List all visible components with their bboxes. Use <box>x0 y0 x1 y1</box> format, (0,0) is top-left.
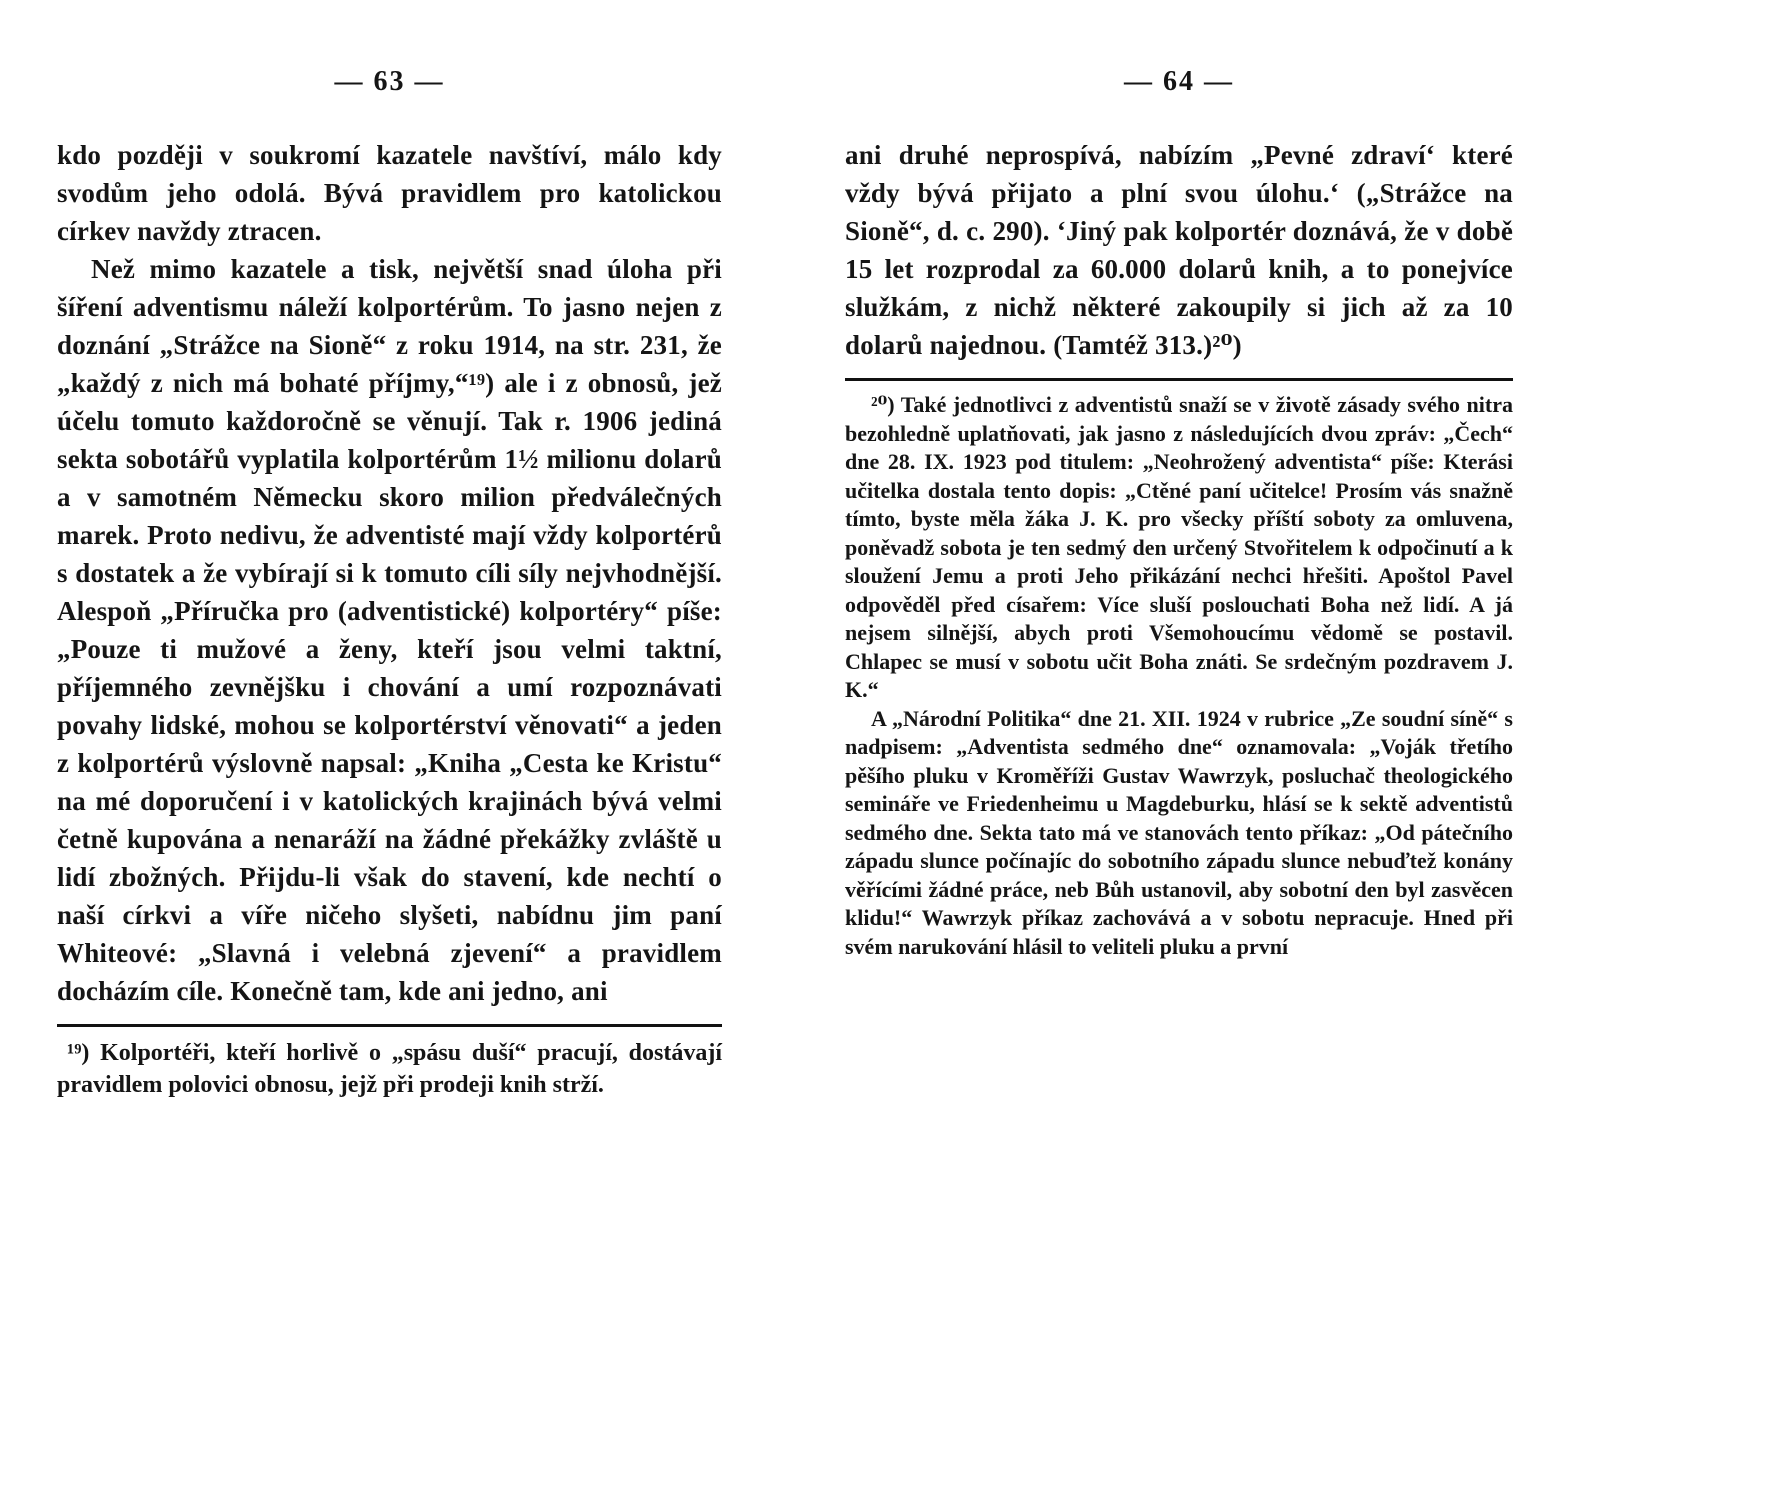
page-number-right: — 64 — <box>1124 66 1234 97</box>
body-paragraph: Než mimo kazatele a tisk, největší snad úloha při šíření adventismu náleží kolportérům. To jasno nejen z doznání „Strážce na Sioně“ z roku 1914, na str. 231, že „každý z nich má bohaté příjmy,“¹⁹) ale i z obnosů, jež účelu tomuto každoročně se věnují. Tak r. 1906 jediná sekta sobotářů vyplatila kolportérům 1½ milionu dolarů a v samotném Německu skoro milion předválečných marek. Proto nedivu, že adventisté mají vždy kolportérů s dostatek a že vybírají si k tomuto cíli síly nejvhodnější. Alespoň „Příručka pro (adventistické) kolportéry“ píše: „Pouze ti mužové a ženy, kteří jsou velmi taktní, příjemného zevnějšku i chování a umí rozpoznávati povahy lidské, mohou se kolportérství věnovati“ a jeden z kolportérů výslovně napsal: „Kniha „Cesta ke Kristu“ na mé doporučení i v katolických krajinách bývá velmi četně kupována a nenaráží na žádné překážky zvláště u lidí zbožných. Přijdu-li však do stavení, kde nechtí o naší církvi a víře ničeho slyšeti, nabídnu jim paní Whiteové: „Slavná i velebná zjevení“ a pravidlem docházím cíle. Konečně tam, kde ani jedno, ani <box>57 254 722 1006</box>
page-63-footnotes <box>57 1037 722 1101</box>
footnote-paragraph: A „Národní Politika“ dne 21. XII. 1924 v rubrice „Ze soudní síně“ s nadpisem: „Adventista sedmého dne“ oznamovala: „Voják třetího pěšího pluku v Kroměříži Gustav Wawrzyk, posluchač theologického semináře ve Friedenheimu u Magdeburku, hlásí se k sektě adventistů sedmého dne. Sekta tato má ve stanovách tento příkaz: „Od pátečního západu slunce počínajíc do sobotního západu slunce nebuďtež konány věřícími žádné práce, neb Bůh ustanovil, aby sobotní den byl zasvěcen klidu!“ Wawrzyk příkaz zachovává a v sobotu nepracuje. Hned při svém narukování hlásil to veliteli pluku a první <box>845 705 1513 959</box>
page-64 <box>845 0 1513 961</box>
footnote-divider <box>845 378 1513 381</box>
body-paragraph: ani druhé neprospívá, nabízím „Pevné zdraví‘ které vždy bývá přijato a plní svou úlohu.‘ („Strážce na Sioně“, d. c. 290). ‘Jiný pak kolportér doznává, že v době 15 let rozprodal za 60.000 dolarů knih, a to ponejvíce služkám, z nichž některé zakoupily si jich až za 10 dolarů najednou. (Tamtéž 313.)²⁰) <box>845 140 1513 360</box>
body-paragraph: kdo později v soukromí kazatele navštíví, málo kdy svodům jeho odolá. Bývá pravidlem pro katolickou církev navždy ztracen. <box>57 140 722 246</box>
page-63-body <box>57 136 722 1010</box>
page-63 <box>57 0 722 1101</box>
page-64-body <box>845 136 1513 364</box>
page-64-footnotes <box>845 391 1513 961</box>
footnote-divider <box>57 1024 722 1027</box>
page-number-left: — 63 — <box>334 66 445 97</box>
footnote-paragraph: ²⁰) Také jednotlivci z adventistů snaží se v životě zásady svého nitra bezohledně uplatňovati, jak jasno z následujících dvou zpráv: „Čech“ dne 28. IX. 1923 pod titulem: „Neohrožený adventista“ píše: Kterási učitelka dostala tento dopis: „Ctěné paní učitelce! Prosím vás snažně tímto, byste měla žáka J. K. pro všecky příští soboty za omluvena, poněvadž sobota je ten sedmý den určený Stvořitelem k odpočinutí a k sloužení Jemu a proti Jeho přikázání nechci hřešiti. Apoštol Pavel odpověděl před císařem: Více sluší poslouchati Boha než lidí. A já nejsem silnější, abych proti Všemohoucímu vědomě se postavil. Chlapec se musí v sobotu učit Boha znáti. Se srdečným pozdravem J. K.“ <box>845 392 1513 702</box>
footnote-paragraph: ¹⁹) Kolportéři, kteří horlivě o „spásu duší“ pracují, dostávají pravidlem polovici obnosu, jejž při prodeji knih strží. <box>57 1040 722 1098</box>
